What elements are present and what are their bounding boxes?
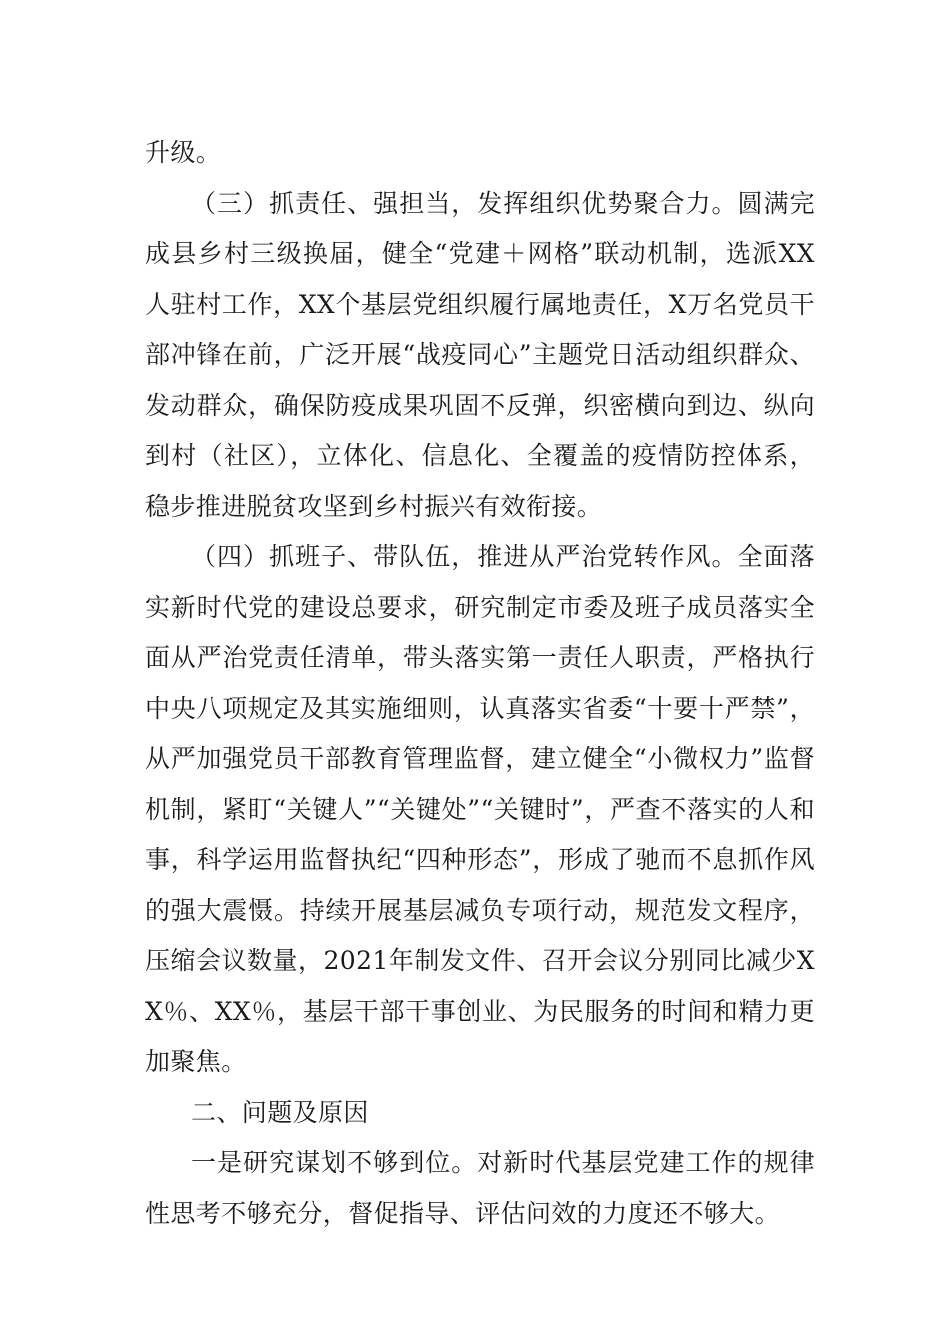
paragraph-section-three: （三）抓责任、强担当，发挥组织优势聚合力。圆满完成县乡村三级换届，健全“党建＋网格”联动机制，选派XX人驻村工作，XX个基层党组织履行属地责任，X万名党员干部冲锋在前，广泛开展“战疫同心”主题党日活动组织群众、发动群众，确保防疫成果巩固不反弹，织密横向到边、纵向到村（社区），立体化、信息化、全覆盖的疫情防控体系，稳步推进脱贫攻坚到乡村振兴有效衔接。 [145, 188, 815, 521]
paragraph-section-four: （四）抓班子、带队伍，推进从严治党转作风。全面落实新时代党的建设总要求，研究制定市委及班子成员落实全面从严治党责任清单，带头落实第一责任人职责，严格执行中央八项规定及其实施细则，认真落实省委“十要十严禁”，从严加强党员干部教育管理监督，建立健全“小微权力”监督机制，紧盯“关键人”“关键处”“关键时”，严查不落实的人和事，科学运用监督执纪“四种形态”，形成了驰而不息抓作风的强大震慑。持续开展基层减负专项行动，规范发文程序，压缩会议数量，2021年制发文件、召开会议分别同比减少XX％、XX％，基层干部干事创业、为民服务的时间和精力更加聚焦。 [145, 542, 815, 1076]
paragraph-continuation: 升级。 [145, 138, 222, 167]
document-body [145, 128, 815, 1239]
paragraph-problem-one: 一是研究谋划不够到位。对新时代基层党建工作的规律性思考不够充分，督促指导、评估问效的力度还不够大。 [145, 1148, 815, 1228]
section-heading-problems: 二、问题及原因 [191, 1097, 369, 1127]
